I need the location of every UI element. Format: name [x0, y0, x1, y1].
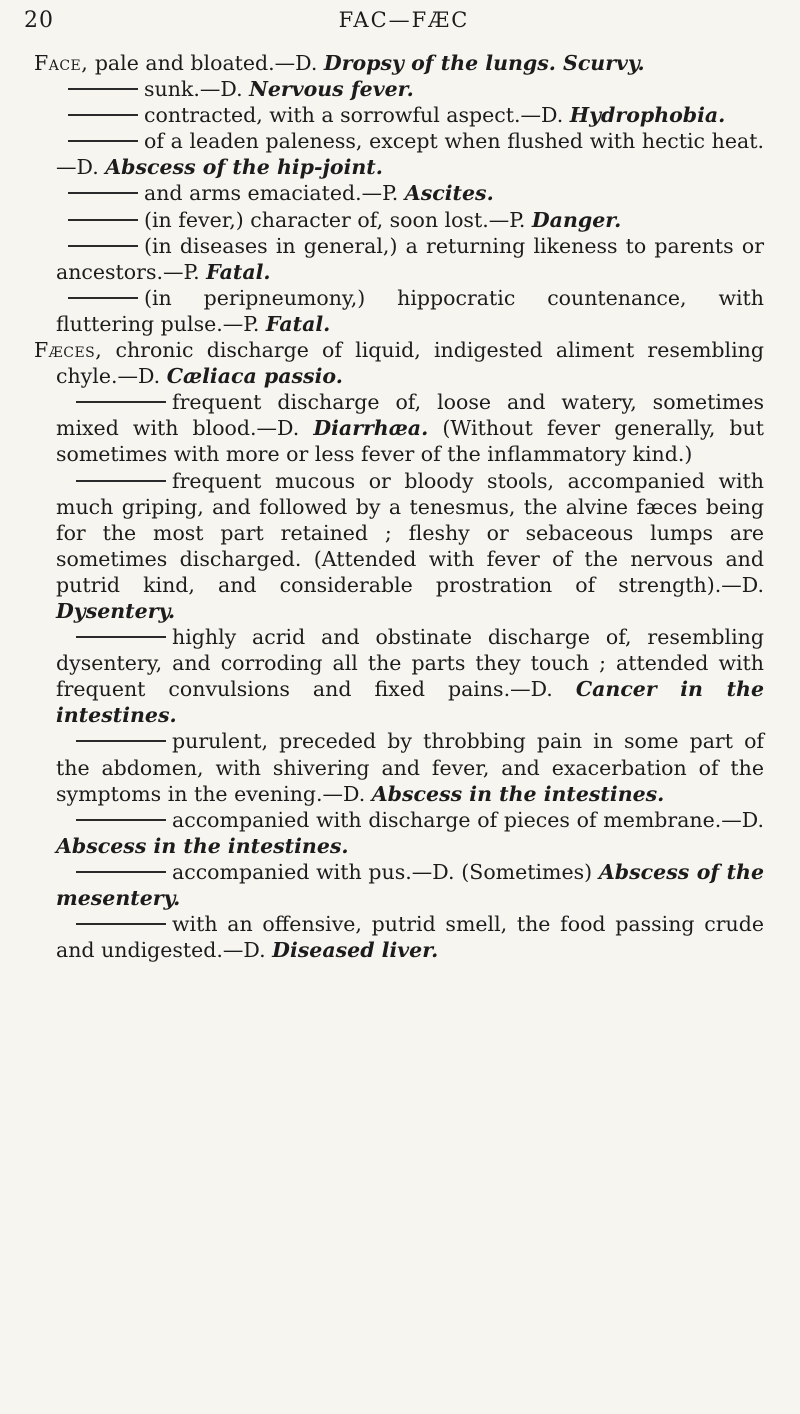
ditto-dash	[68, 114, 138, 116]
diagnosis: Nervous fever.	[249, 77, 414, 102]
diagnosis: Abscess of the mesentery.	[56, 859, 764, 910]
ditto-dash	[68, 140, 138, 142]
page-header	[24, 6, 784, 46]
entry-text: (in peripneumony,) hippocratic countenance, with fluttering pulse.—P.	[56, 285, 764, 336]
headword: Fæces,	[34, 338, 103, 363]
diagnosis: Cæliaca passio.	[166, 364, 343, 389]
diagnosis: Cancer in the intestines.	[56, 677, 764, 728]
entry	[34, 180, 764, 206]
ditto-dash	[76, 480, 166, 482]
diagnosis: Abscess in the intestines.	[371, 781, 665, 806]
entry-text: contracted, with a sorrowful aspect.—D.	[144, 103, 570, 128]
entry	[34, 468, 764, 625]
ditto-dash	[76, 871, 166, 873]
ditto-dash	[76, 636, 166, 638]
entry-text: chronic discharge of liquid, indigested aliment resembling chyle.—D.	[56, 338, 764, 389]
diagnosis: Abscess in the intestines.	[56, 833, 349, 858]
headword: Face,	[34, 51, 89, 75]
diagnosis: Dropsy of the lungs. Scurvy.	[323, 51, 645, 75]
diagnosis: Danger.	[531, 207, 622, 232]
entry-text: accompanied with discharge of pieces of membrane.—D.	[172, 807, 764, 832]
entries-list	[34, 50, 764, 963]
ditto-dash	[68, 219, 138, 221]
diagnosis: Fatal.	[206, 259, 271, 284]
ditto-dash	[68, 88, 138, 90]
diagnosis: Hydrophobia.	[569, 103, 726, 128]
entry	[34, 76, 764, 102]
page-number: 20	[24, 8, 54, 33]
entry	[34, 128, 764, 180]
ditto-dash	[68, 245, 138, 247]
running-head: FAC—FÆC	[338, 8, 470, 32]
ditto-dash	[76, 740, 166, 742]
entry-text: with an offensive, putrid smell, the food passing crude and undigested.—D.	[56, 912, 764, 963]
ditto-dash	[68, 297, 138, 299]
entry	[34, 859, 764, 911]
diagnosis: Diseased liver.	[272, 938, 439, 963]
entry	[34, 807, 764, 859]
entry	[34, 728, 764, 806]
entry-text: frequent mucous or bloody stools, accompanied with much griping, and followed by a tenesmus, the alvine fæces being for the most part retained ; fleshy or sebaceous lumps are sometimes discharged. (Attended with fever of the nervous and putrid kind, and considerable prostration of strength).—D.	[56, 468, 764, 597]
diagnosis: Dysentery.	[56, 598, 176, 623]
ditto-dash	[68, 192, 138, 194]
ditto-dash	[76, 401, 166, 403]
entry-text: highly acrid and obstinate discharge of, resembling dysentery, and corroding all the parts they touch ; attended with frequent convulsions and fixed pains.—D.	[56, 625, 764, 702]
entry-text: frequent discharge of, loose and watery, sometimes mixed with blood.—D.	[56, 390, 764, 441]
entry-text: of a leaden paleness, except when flushed with hectic heat.—D.	[56, 129, 764, 180]
ditto-dash	[76, 819, 166, 821]
entry	[34, 337, 764, 389]
entry-text: accompanied with pus.—D. (Sometimes)	[172, 859, 599, 884]
diagnosis: Abscess of the hip-joint.	[105, 155, 383, 180]
entry	[34, 233, 764, 285]
diagnosis: Diarrhæa.	[313, 416, 429, 441]
entry-text: and arms emaciated.—P.	[144, 181, 405, 206]
entry	[34, 207, 764, 233]
entry-text: pale and bloated.—D.	[88, 51, 324, 75]
entry-text: purulent, preceded by throbbing pain in some part of the abdomen, with shivering and fever, and exacerbation of the symptoms in the evening.—D.	[56, 729, 764, 806]
ditto-dash	[76, 923, 166, 925]
entry	[34, 50, 764, 76]
entry	[34, 285, 764, 337]
entry-text: (in diseases in general,) a returning likeness to parents or ancestors.—P.	[56, 233, 764, 284]
entry	[34, 102, 764, 128]
entry-text: sunk.—D.	[144, 77, 250, 102]
entry	[34, 624, 764, 728]
diagnosis: Fatal.	[265, 311, 331, 336]
entry-text: (in fever,) character of, soon lost.—P.	[144, 207, 532, 232]
entry-note: (Without fever generally, but sometimes with more or less fever of the inflammatory kind.)	[56, 416, 764, 467]
diagnosis: Ascites.	[404, 181, 494, 206]
entry	[34, 389, 764, 467]
entry	[34, 911, 764, 963]
